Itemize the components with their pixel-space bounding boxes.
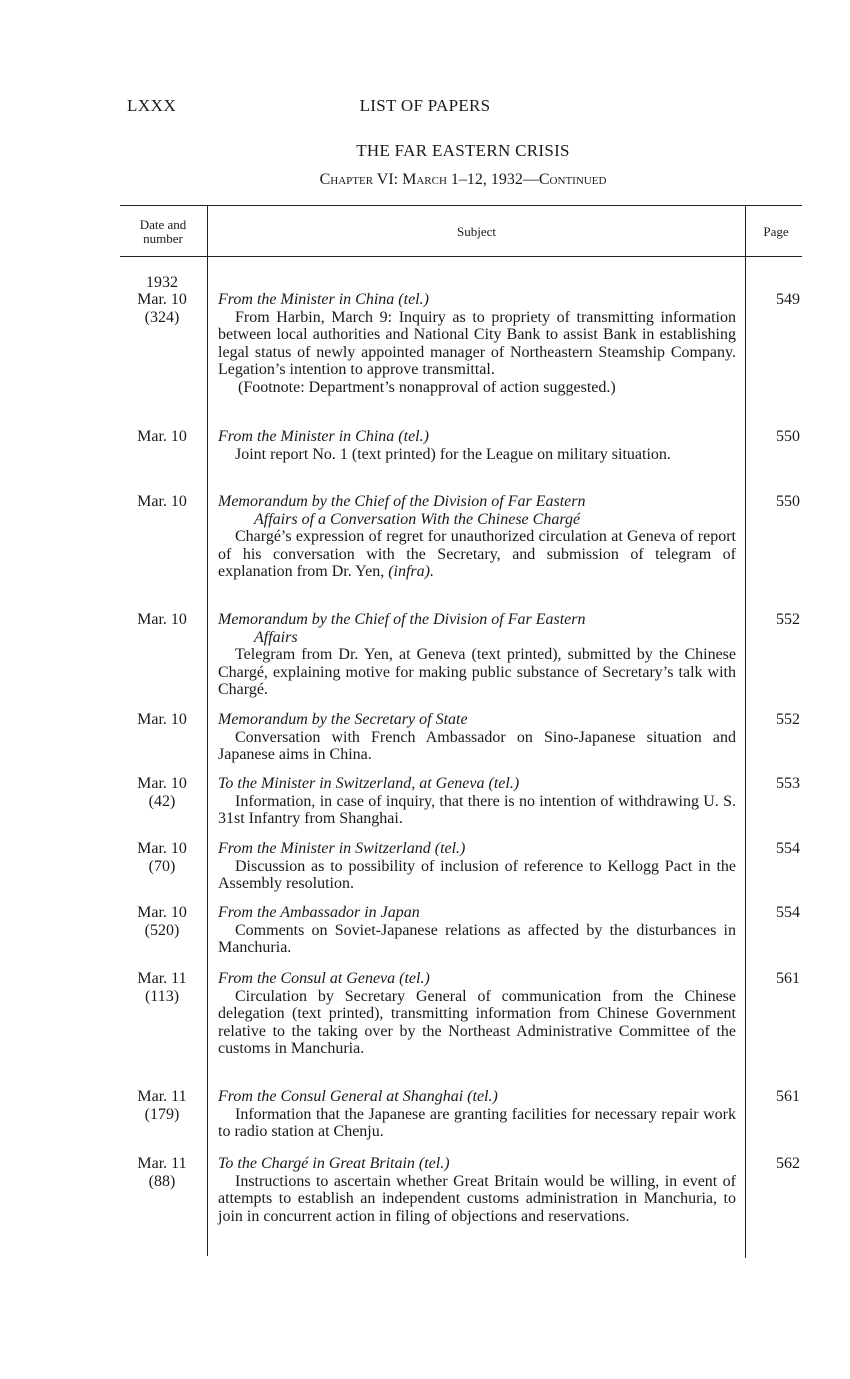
entry-subject: From the Minister in China (tel.) Joint report No. 1 (text printed) for the League on military situation. (218, 428, 671, 463)
page-column-header: Page (763, 224, 789, 239)
entry-date: Mar. 10 (137, 493, 187, 510)
entry-page: 552 (776, 711, 800, 728)
entry-subject: To the Minister in Switzerland, at Geneva (tel.) Information, in case of inquiry, that there is no intention of withdrawing U. S. 31st Infantry from Shanghai. (218, 775, 736, 828)
entry-page: 554 (776, 904, 800, 921)
entry-subject: From the Consul General at Shanghai (tel.) Information that the Japanese are granting facilities for necessary repair work to radio station at Chenju. (218, 1088, 736, 1141)
running-title: LIST OF PAPERS (359, 96, 491, 115)
entry-page: 553 (776, 775, 800, 792)
entry-page: 561 (776, 1088, 800, 1105)
column-divider-right (745, 205, 746, 1258)
column-divider-left (207, 205, 208, 1256)
entry-date: Mar. 11 (179) (137, 1088, 187, 1123)
entry-subject: From the Minister in Switzerland (tel.) Discussion as to possibility of inclusion of reference to Kellogg Pact in the Assembly resolution. (218, 840, 736, 893)
entry-page: 550 (776, 493, 800, 510)
entry-date: Mar. 10 (324) (137, 291, 187, 326)
section-title: THE FAR EASTERN CRISIS (356, 141, 570, 160)
table-top-rule (120, 205, 802, 206)
entry-date: Mar. 10 (42) (137, 775, 187, 810)
header-bottom-rule (120, 256, 802, 257)
subject-column-header: Subject (457, 224, 496, 239)
entry-date: Mar. 10 (520) (137, 904, 187, 939)
chapter-label: Chapter VI: March 1–12, 1932—Continued (319, 171, 607, 188)
year-label: 1932 (146, 274, 178, 291)
entry-page: 561 (776, 970, 800, 987)
entry-subject: From the Ambassador in Japan Comments on Soviet-Japanese relations as affected by the disturbances in Manchuria. (218, 904, 736, 957)
entry-page: 562 (776, 1155, 800, 1172)
entry-date: Mar. 11 (113) (137, 970, 187, 1005)
entry-subject: From the Consul at Geneva (tel.) Circulation by Secretary General of communication from the Chinese delegation (text printed), transmitting information from Chinese Government relative to the taking over by the Northeast Administrative Committee of the customs in Manchuria. (218, 970, 736, 1058)
entry-subject: To the Chargé in Great Britain (tel.) Instructions to ascertain whether Great Britain would be willing, in event of attempts to establish an independent customs administration in Manchuria, to join in concurrent action in filing of objections and reservations. (218, 1155, 736, 1225)
entry-date: Mar. 10 (137, 711, 187, 728)
entry-page: 552 (776, 611, 800, 628)
entry-date: Mar. 10 (137, 611, 187, 628)
entry-page: 550 (776, 428, 800, 445)
date-column-header: Date and number (139, 217, 187, 246)
page-number: LXXX (127, 96, 177, 115)
entry-page: 554 (776, 840, 800, 857)
entry-subject: Memorandum by the Secretary of State Conversation with French Ambassador on Sino-Japanese situation and Japanese aims in China. (218, 711, 736, 764)
entry-subject: From the Minister in China (tel.) From Harbin, March 9: Inquiry as to propriety of transmitting information between local authorities and National City Bank to assist Bank in establishing legal status of newly appointed manager of Northeastern Steamship Company. Legation’s intention to approve transmittal. (Footnote: Department’s nonapproval of action suggested.) (218, 291, 736, 396)
entry-date: Mar. 11 (88) (137, 1155, 187, 1190)
entry-date: Mar. 10 (137, 428, 187, 445)
entry-date: Mar. 10 (70) (137, 840, 187, 875)
entry-subject: Memorandum by the Chief of the Division of Far Eastern Affairs of a Conversation With the Chinese Chargé Chargé’s expression of regret for unauthorized circulation at Geneva of report of his conversation with the Secretary, and submission of telegram of explanation from Dr. Yen, (infra). (218, 493, 736, 581)
entry-subject: Memorandum by the Chief of the Division of Far Eastern Affairs Telegram from Dr. Yen, at Geneva (text printed), submitted by the Chinese Chargé, explaining motive for making public substance of Secretary’s talk with Chargé. (218, 611, 736, 699)
entry-page: 549 (776, 291, 800, 308)
